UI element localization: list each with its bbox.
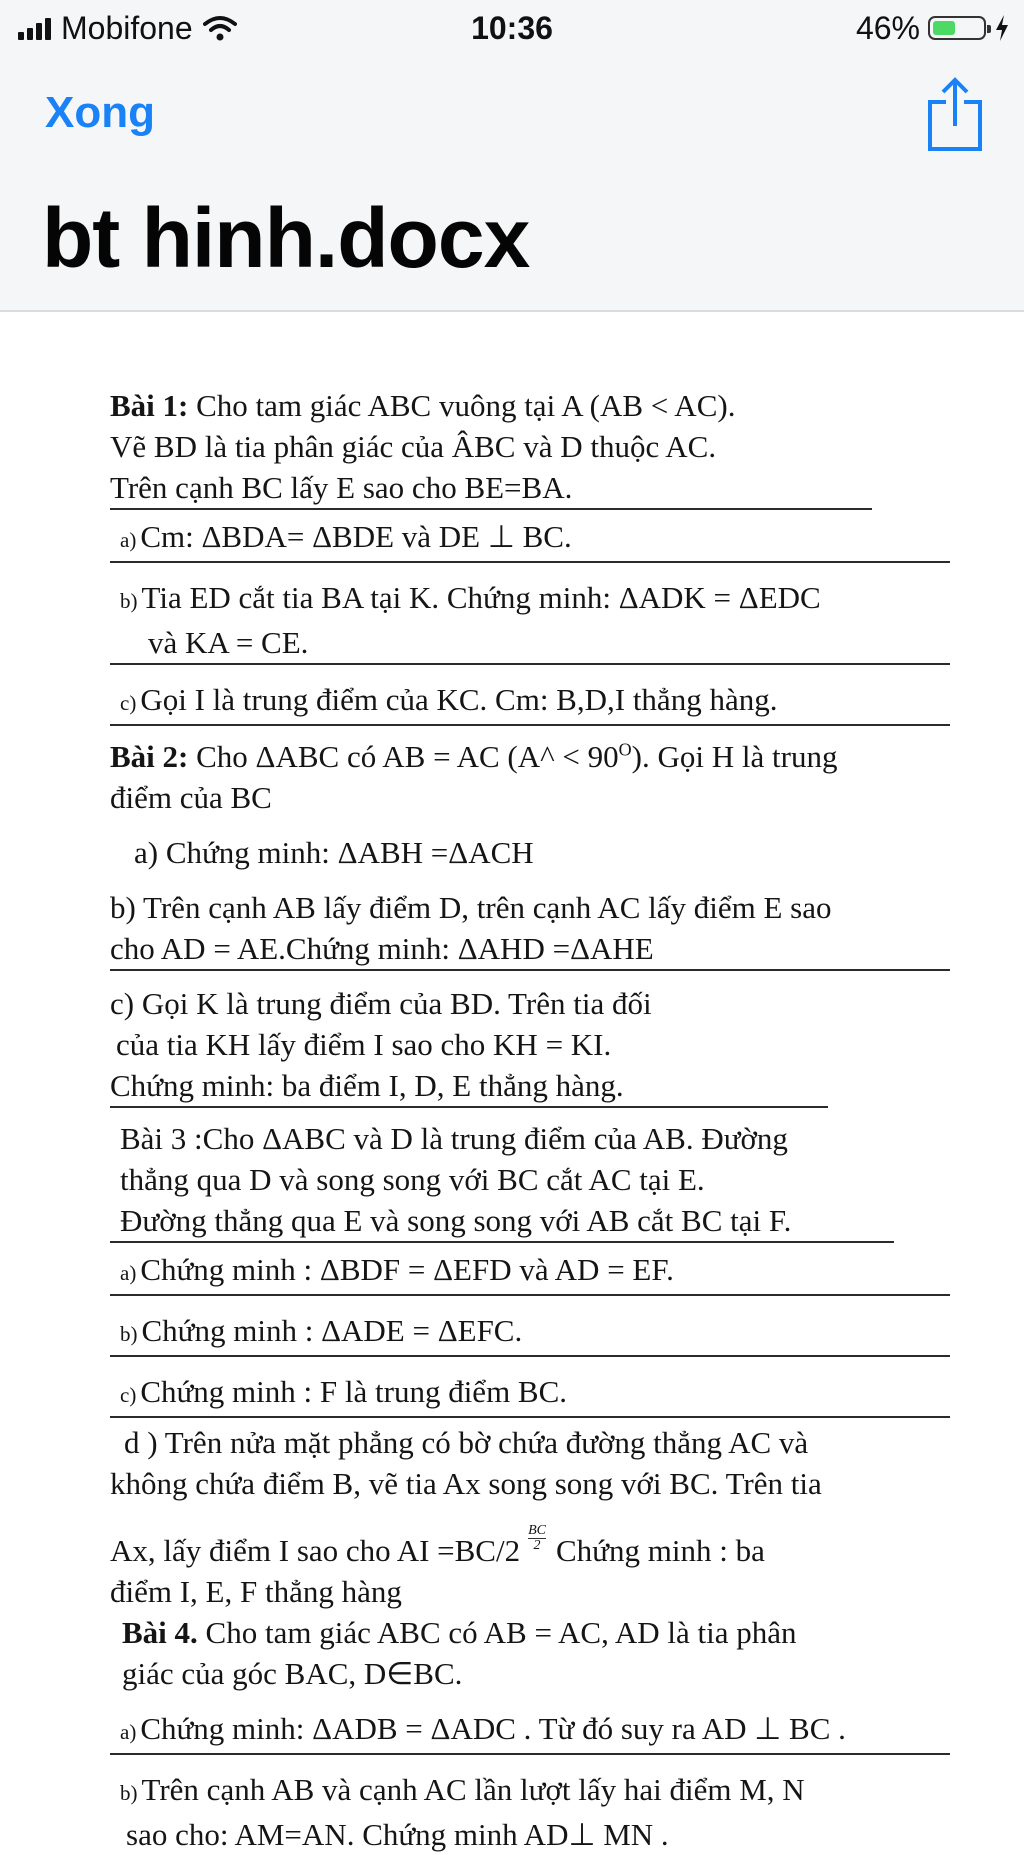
bc-over-2-fraction: $\frac{BC}{2}$ <box>528 1523 546 1553</box>
bai2-part-c: c) Gọi K là trung điểm của BD. Trên tia đối của tia KH lấy điểm I sao cho KH = KI. Chứng minh: ba điểm I, D, E thẳng hàng. <box>110 983 828 1108</box>
wifi-icon <box>203 15 237 41</box>
bai3-part-b: b) Chứng minh : ΔADE = ΔEFC. <box>110 1310 950 1357</box>
bai4-intro: Bài 4. Cho tam giác ABC có AB = AC, AD là tia phân giác của góc BAC, D∈BC. <box>122 1615 797 1691</box>
document-title: bt hinh.docx <box>42 191 530 285</box>
bai1-part-c: c) Gọi I là trung điểm của KC. Cm: B,D,I thẳng hàng. <box>110 679 950 726</box>
bai2-part-b: b) Trên cạnh AB lấy điểm D, trên cạnh AC lấy điểm E sao cho AD = AE.Chứng minh: ΔAHD =ΔAHE <box>110 887 950 971</box>
share-icon[interactable] <box>926 76 984 152</box>
bai3-part-d: d ) Trên nửa mặt phẳng có bờ chứa đường thẳng AC và không chứa điểm B, vẽ tia Ax song song với BC. Trên tia Ax, lấy điểm I sao cho AI =BC/2 $\frac{BC}{2}$ Chứng minh : ba điểm I, E, F thẳng hàng <box>110 1425 822 1609</box>
bai4-part-a: a) Chứng minh: ΔADB = ΔADC . Từ đó suy ra AD ⊥ BC . <box>110 1708 950 1755</box>
battery-percent: 46% <box>855 9 920 46</box>
bai4-part-b: b) Trên cạnh AB và cạnh AC lần lượt lấy hai điểm M, N sao cho: AM=AN. Chứng minh AD⊥ MN . <box>120 1772 805 1852</box>
bai2-part-a: a) Chứng minh: ΔABH =ΔACH <box>134 835 534 870</box>
bai1-heading: Bài 1: <box>110 388 189 423</box>
navigation-header <box>0 0 1024 312</box>
bai1-intro: Bài 1: Cho tam giác ABC vuông tại A (AB < AC). Vẽ BD là tia phân giác của ÂBC và D thuộc AC. Trên cạnh BC lấy E sao cho BE=BA. <box>110 385 872 510</box>
bai3-part-a: a) Chứng minh : ΔBDF = ΔEFD và AD = EF. <box>110 1249 950 1296</box>
carrier-label: Mobifone <box>61 9 193 46</box>
bai3-intro: Bài 3 :Cho ΔABC và D là trung điểm của AB. Đường thẳng qua D và song song với BC cắt AC tại E. Đường thẳng qua E và song song với AB cắt BC tại F. <box>110 1118 894 1243</box>
bai2-heading: Bài 2: <box>110 739 189 774</box>
bai2-intro: Bài 2: Cho ΔABC có AB = AC (A^ < $90^O$). Gọi H là trung điểm của BC <box>110 739 838 815</box>
bai1-part-a: a) Cm: ΔBDA= ΔBDE và DE ⊥ BC. <box>110 516 950 563</box>
status-time: 10:36 <box>471 9 553 46</box>
bai4-heading: Bài 4. <box>122 1615 198 1650</box>
battery-fill <box>933 21 955 35</box>
battery-icon <box>928 16 986 40</box>
status-right <box>856 8 1010 48</box>
charging-bolt-icon <box>994 14 1010 42</box>
done-button[interactable]: Xong <box>45 88 155 137</box>
document-content <box>110 385 950 1855</box>
status-left <box>18 8 237 48</box>
bai1-part-b: b) Tia ED cắt tia BA tại K. Chứng minh: ΔADK = ΔEDC và KA = CE. <box>110 577 950 665</box>
signal-bars-icon <box>18 16 51 40</box>
bai3-part-c: c) Chứng minh : F là trung điểm BC. <box>110 1371 950 1418</box>
